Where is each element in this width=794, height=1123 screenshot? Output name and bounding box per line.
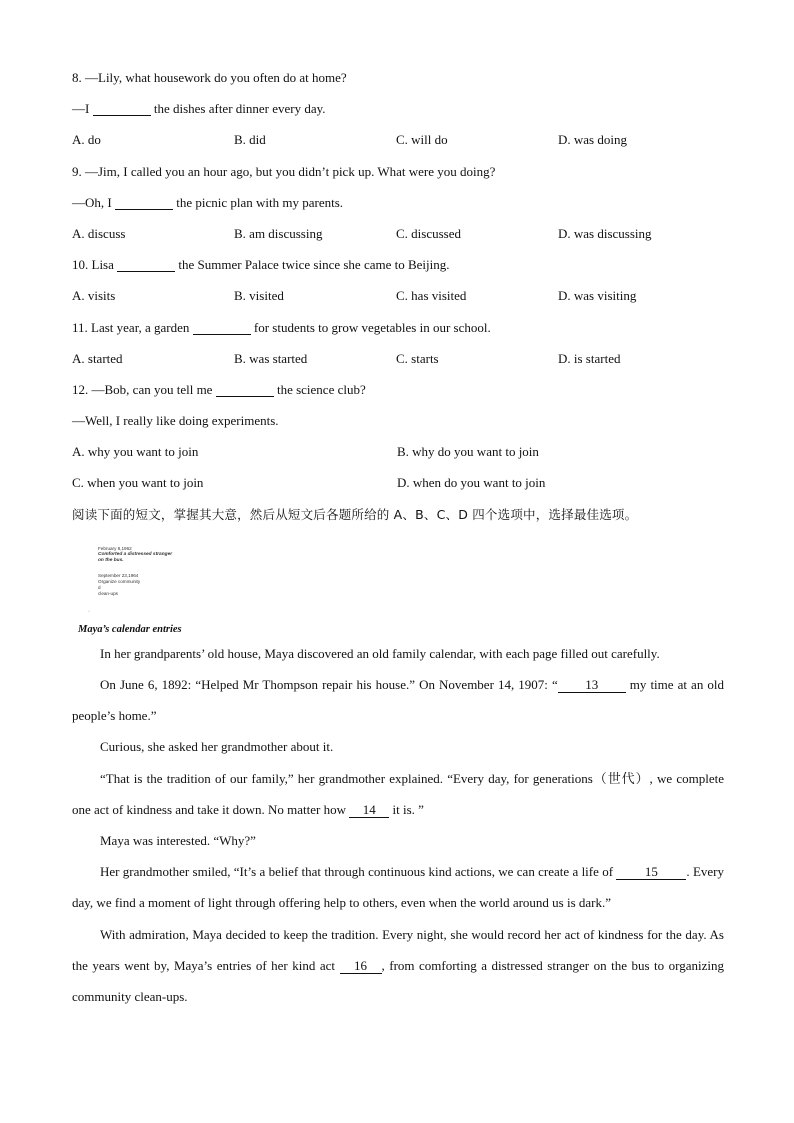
passage-text: In her grandparents’ old house, Maya discovered an old family calendar, with each page filled out carefully.: [100, 645, 660, 661]
passage-text: Her grandmother smiled, “It’s a belief that through continuous kind actions, we can create a life of: [100, 864, 617, 880]
option-c[interactable]: C. has visited: [396, 288, 467, 304]
option-c[interactable]: C. starts: [396, 350, 439, 366]
option-c[interactable]: C. will do: [396, 132, 448, 148]
passage-paragraph: [72, 638, 724, 669]
question-text-after: the dishes after dinner every day.: [153, 101, 326, 117]
question-8-line: [72, 93, 724, 124]
answer-blank[interactable]: [115, 194, 173, 210]
question-10-options: [72, 280, 724, 311]
question-text-after: the Summer Palace twice since she came to Beijing.: [178, 257, 450, 273]
option-b[interactable]: B. visited: [234, 288, 284, 304]
question-text-after: for students to grow vegetables in our school.: [253, 319, 491, 335]
question-text: —Well, I really like doing experiments.: [72, 413, 279, 429]
option-d[interactable]: D. is started: [558, 350, 621, 366]
option-a[interactable]: A. started: [72, 350, 123, 366]
question-9-line: [72, 187, 724, 218]
passage-paragraph: [72, 856, 724, 918]
option-c[interactable]: C. discussed: [396, 225, 461, 241]
entry-date-2: September 23,1964: [98, 572, 139, 578]
question-12-line: [72, 374, 724, 405]
question-9-options: [72, 218, 724, 249]
passage-paragraph: [72, 669, 724, 731]
option-d[interactable]: D. was doing: [558, 132, 627, 148]
question-text: 12. —Bob, can you tell me: [72, 381, 213, 397]
figure-mark: ·: [88, 608, 90, 615]
calendar-image: [98, 546, 178, 597]
passage-text: “That is the tradition of our family,” her grandmother explained. “Every day, for generations（世代）, we complete one act of kindness and take it down. No matter how: [72, 770, 724, 817]
option-d[interactable]: D. was discussing: [558, 225, 652, 241]
question-11-options: [72, 343, 724, 374]
option-d[interactable]: D. was visiting: [558, 288, 637, 304]
option-a[interactable]: A. discuss: [72, 225, 126, 241]
passage-text: it is. ”: [389, 801, 424, 817]
option-d[interactable]: D. when do you want to join: [397, 475, 546, 491]
question-text: 9. —Jim, I called you an hour ago, but you didn’t pick up. What were you doing?: [72, 163, 496, 179]
question-12-options: [72, 467, 724, 498]
questions-section: [72, 62, 724, 499]
entry-text-1: Comforted a distressed stranger on the bus.: [98, 551, 173, 563]
option-a[interactable]: A. visits: [72, 288, 116, 304]
numbered-blank-14[interactable]: 14: [349, 802, 389, 818]
question-text: —I: [72, 101, 90, 117]
option-a[interactable]: A. do: [72, 132, 101, 148]
option-c[interactable]: C. when you want to join: [72, 475, 204, 491]
passage-paragraph: [72, 919, 724, 1013]
passage-text: , from comforting a distressed stranger on the bus to organizing community clean-ups.: [72, 957, 724, 1005]
question-12-options: [72, 436, 724, 467]
numbered-blank-13[interactable]: 13: [558, 677, 626, 693]
passage-text: . Every day, we find a moment of light through offering help to others, even when the world around us is dark.”: [72, 864, 724, 911]
passage-paragraph: [72, 825, 724, 856]
option-b[interactable]: B. am discussing: [234, 225, 323, 241]
worksheet-page: [72, 62, 724, 1012]
answer-blank[interactable]: [117, 256, 175, 272]
entry-date-1: February 8,1962: [98, 545, 132, 551]
question-11-line: [72, 312, 724, 343]
calendar-figure: [72, 532, 724, 638]
figure-caption: Maya’s calendar entries: [78, 623, 182, 635]
question-12-line: [72, 405, 724, 436]
answer-blank[interactable]: [193, 319, 251, 335]
question-8-line: [72, 62, 724, 93]
option-b[interactable]: B. did: [234, 132, 266, 148]
option-b[interactable]: B. why do you want to join: [397, 444, 539, 460]
answer-blank[interactable]: [216, 381, 274, 397]
question-text-after: the science club?: [276, 381, 366, 397]
passage-paragraph: [72, 763, 724, 825]
numbered-blank-16[interactable]: 16: [340, 958, 382, 974]
passage-text: With admiration, Maya decided to keep the tradition. Every night, she would record her act of kindness for the day. As the years went by, Maya’s entries of her kind act: [72, 926, 724, 973]
passage-text: Curious, she asked her grandmother about it.: [100, 739, 334, 755]
question-9-line: [72, 156, 724, 187]
question-text: 11. Last year, a garden: [72, 319, 190, 335]
numbered-blank-15[interactable]: 15: [616, 864, 686, 880]
entry-text-2b: d: [98, 584, 101, 590]
question-text: —Oh, I: [72, 194, 112, 210]
passage-text: On June 6, 1892: “Helped Mr Thompson repair his house.” On November 14, 1907: “: [100, 677, 558, 693]
question-8-options: [72, 124, 724, 155]
option-b[interactable]: B. was started: [234, 350, 308, 366]
passage-text: my time at an old people’s home.”: [72, 677, 724, 724]
answer-blank[interactable]: [93, 100, 151, 116]
entry-text-2a: Organize community: [98, 578, 141, 584]
question-10-line: [72, 249, 724, 280]
option-a[interactable]: A. why you want to join: [72, 444, 199, 460]
question-text: 10. Lisa: [72, 257, 114, 273]
question-text: 8. —Lily, what housework do you often do at home?: [72, 70, 347, 85]
passage-paragraph: [72, 731, 724, 762]
reading-instruction: 阅读下面的短文，掌握其大意，然后从短文后各题所给的 A、B、C、D 四个选项中，选择最佳选项。: [72, 506, 638, 522]
entry-text-2c: clean-ups: [98, 590, 118, 596]
question-text-after: the picnic plan with my parents.: [176, 194, 344, 210]
reading-passage: [72, 638, 724, 1012]
passage-text: Maya was interested. “Why?”: [100, 833, 256, 849]
